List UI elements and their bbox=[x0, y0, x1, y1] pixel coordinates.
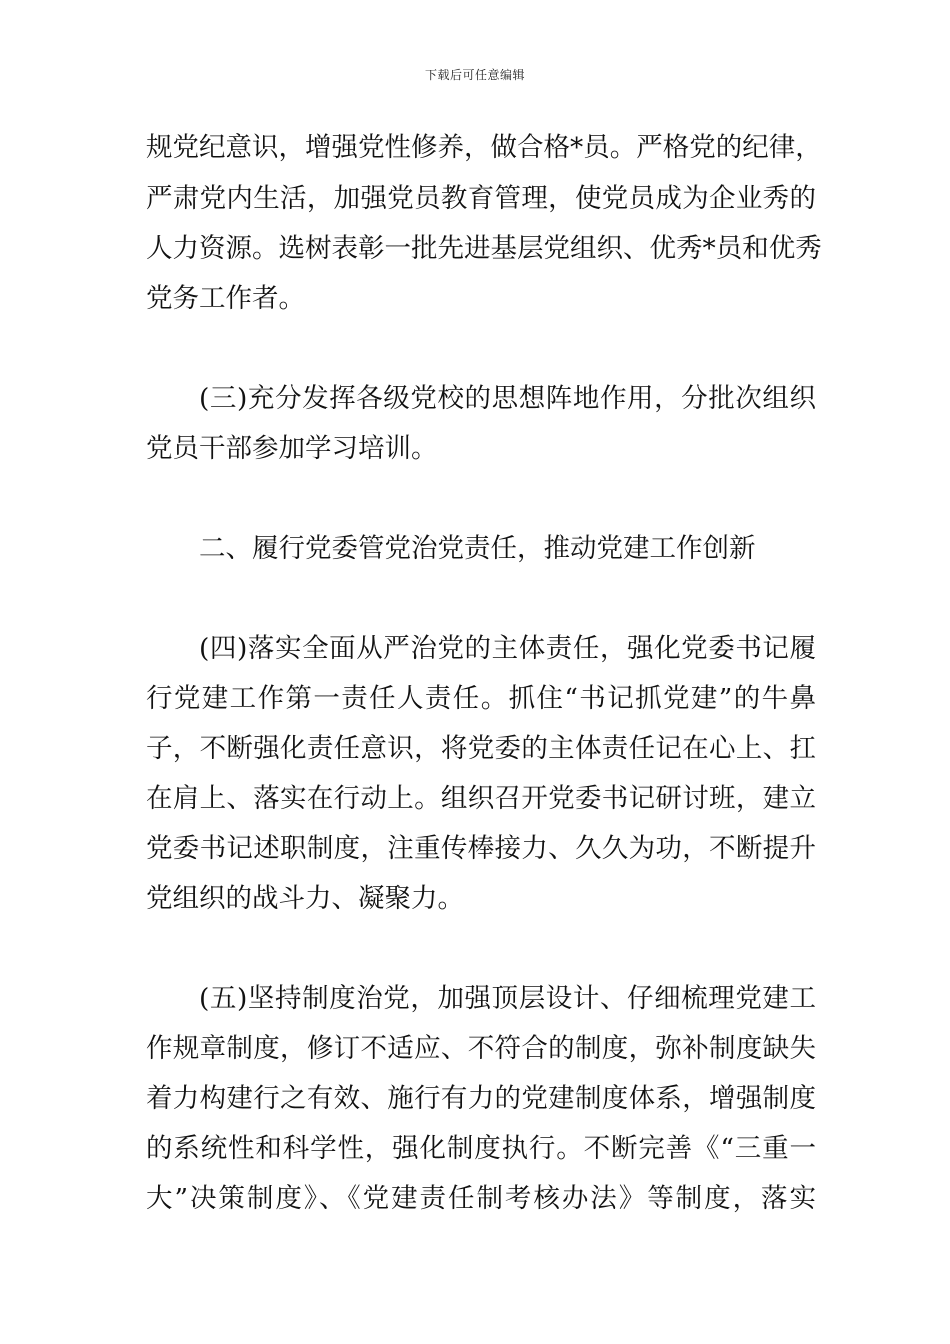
body-line: 党员干部参加学习培训。 bbox=[146, 433, 438, 464]
body-line: 大”决策制度》、《党建责任制考核办法》等制度，落实 bbox=[146, 1183, 816, 1214]
body-line: 子，不断强化责任意识，将党委的主体责任记在心上、扛 bbox=[146, 733, 816, 764]
body-line: 规党纪意识，增强党性修养，做合格*员。严格党的纪律， bbox=[146, 132, 822, 163]
body-line: 严肃党内生活，加强党员教育管理，使党员成为企业秀的 bbox=[146, 183, 816, 214]
section-heading: (四)落实全面从严治党的主体责任，强化党委书记履 bbox=[199, 633, 816, 664]
body-line: 党委书记述职制度，注重传棒接力、久久为功，不断提升 bbox=[146, 833, 816, 864]
body-line: 人力资源。选树表彰一批先进基层党组织、优秀*员和优秀 bbox=[146, 233, 822, 264]
body-line: 党组织的战斗力、凝聚力。 bbox=[146, 883, 464, 914]
body-line: 作规章制度，修订不适应、不符合的制度，弥补制度缺失 bbox=[146, 1033, 816, 1064]
body-line: 着力构建行之有效、施行有力的党建制度体系，增强制度 bbox=[146, 1083, 816, 1114]
body-line: 在肩上、落实在行动上。组织召开党委书记研讨班，建立 bbox=[146, 783, 816, 814]
body-line: 的系统性和科学性，强化制度执行。不断完善《“三重一 bbox=[146, 1133, 816, 1164]
page-header: 下载后可任意编辑 bbox=[424, 68, 525, 82]
section-heading: (三)充分发挥各级党校的思想阵地作用，分批次组织 bbox=[199, 383, 816, 414]
chapter-heading: 二、履行党委管党治党责任，推动党建工作创新 bbox=[199, 533, 756, 564]
body-line: 行党建工作第一责任人责任。抓住“书记抓党建”的牛鼻 bbox=[146, 683, 816, 714]
section-heading: (五)坚持制度治党，加强顶层设计、仔细梳理党建工 bbox=[199, 983, 816, 1014]
body-line: 党务工作者。 bbox=[146, 283, 305, 314]
